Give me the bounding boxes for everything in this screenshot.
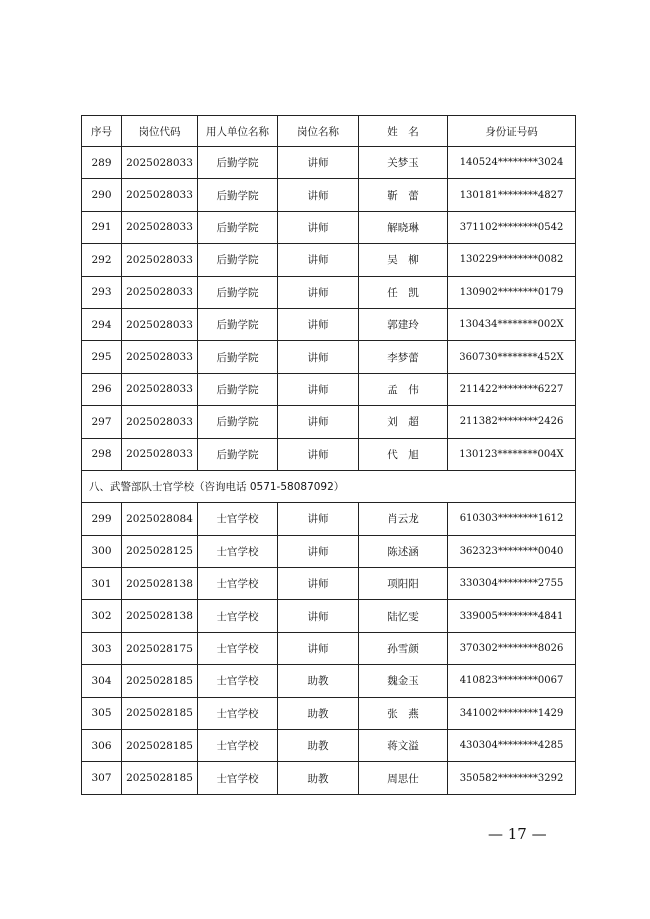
employer-cell: 后勤学院 xyxy=(198,147,278,179)
id-number-cell: 130434********002X xyxy=(448,308,576,340)
position-code-cell: 2025028125 xyxy=(122,535,198,567)
employer-cell: 后勤学院 xyxy=(198,308,278,340)
person-name-cell: 解晓琳 xyxy=(359,211,448,243)
person-name-cell: 关梦玉 xyxy=(359,147,448,179)
position-cell: 讲师 xyxy=(278,438,359,470)
id-number-cell: 339005********4841 xyxy=(448,600,576,632)
roster-table xyxy=(81,115,576,795)
position-cell: 讲师 xyxy=(278,179,359,211)
serial-number-cell: 306 xyxy=(82,730,122,762)
section-heading: 八、武警部队士官学校（咨询电话 0571-58087092） xyxy=(82,470,576,502)
serial-number-cell: 294 xyxy=(82,308,122,340)
id-number-cell: 341002********1429 xyxy=(448,697,576,729)
table-row xyxy=(82,730,576,762)
person-name-cell: 孟 伟 xyxy=(359,373,448,405)
serial-number-cell: 295 xyxy=(82,341,122,373)
id-number-cell: 130229********0082 xyxy=(448,244,576,276)
serial-number-cell: 299 xyxy=(82,503,122,535)
serial-number-cell: 307 xyxy=(82,762,122,794)
position-cell: 助教 xyxy=(278,697,359,729)
position-code-cell: 2025028084 xyxy=(122,503,198,535)
position-code-cell: 2025028033 xyxy=(122,276,198,308)
position-code-cell: 2025028033 xyxy=(122,147,198,179)
position-cell: 讲师 xyxy=(278,632,359,664)
employer-cell: 士官学校 xyxy=(198,632,278,664)
person-name-cell: 李梦蕾 xyxy=(359,341,448,373)
position-cell: 讲师 xyxy=(278,211,359,243)
table-row xyxy=(82,341,576,373)
person-name-cell: 肖云龙 xyxy=(359,503,448,535)
person-name-cell: 张 燕 xyxy=(359,697,448,729)
person-name-cell: 孙雪颜 xyxy=(359,632,448,664)
person-name-cell: 郭建玲 xyxy=(359,308,448,340)
id-number-cell: 430304********4285 xyxy=(448,730,576,762)
table-row xyxy=(82,697,576,729)
position-code-cell: 2025028033 xyxy=(122,179,198,211)
position-code-cell: 2025028185 xyxy=(122,697,198,729)
position-cell: 讲师 xyxy=(278,244,359,276)
serial-number-cell: 292 xyxy=(82,244,122,276)
table-header xyxy=(82,116,576,147)
employer-cell: 后勤学院 xyxy=(198,211,278,243)
table-row xyxy=(82,762,576,794)
employer-cell: 后勤学院 xyxy=(198,276,278,308)
person-name-cell: 项阳阳 xyxy=(359,568,448,600)
table-row xyxy=(82,535,576,567)
id-number-cell: 140524********3024 xyxy=(448,147,576,179)
id-number-cell: 211382********2426 xyxy=(448,406,576,438)
table-row xyxy=(82,568,576,600)
id-number-cell: 370302********8026 xyxy=(448,632,576,664)
table-row xyxy=(82,308,576,340)
header-person-name: 姓 名 xyxy=(359,116,448,147)
employer-cell: 士官学校 xyxy=(198,600,278,632)
person-name-cell: 蒋文溢 xyxy=(359,730,448,762)
serial-number-cell: 296 xyxy=(82,373,122,405)
table-row xyxy=(82,179,576,211)
serial-number-cell: 293 xyxy=(82,276,122,308)
position-code-cell: 2025028033 xyxy=(122,308,198,340)
person-name-cell: 周思仕 xyxy=(359,762,448,794)
table-row xyxy=(82,373,576,405)
header-employer-name: 用人单位名称 xyxy=(198,116,278,147)
id-number-cell: 130123********004X xyxy=(448,438,576,470)
serial-number-cell: 300 xyxy=(82,535,122,567)
header-position-name: 岗位名称 xyxy=(278,116,359,147)
position-code-cell: 2025028033 xyxy=(122,341,198,373)
serial-number-cell: 301 xyxy=(82,568,122,600)
table-row xyxy=(82,600,576,632)
employer-cell: 士官学校 xyxy=(198,730,278,762)
position-code-cell: 2025028185 xyxy=(122,730,198,762)
position-cell: 讲师 xyxy=(278,308,359,340)
person-name-cell: 任 凯 xyxy=(359,276,448,308)
table-row xyxy=(82,147,576,179)
person-name-cell: 陆忆雯 xyxy=(359,600,448,632)
id-number-cell: 350582********3292 xyxy=(448,762,576,794)
section-row xyxy=(82,470,576,502)
position-code-cell: 2025028138 xyxy=(122,600,198,632)
employer-cell: 士官学校 xyxy=(198,762,278,794)
id-number-cell: 410823********0067 xyxy=(448,665,576,697)
position-cell: 讲师 xyxy=(278,503,359,535)
position-code-cell: 2025028033 xyxy=(122,406,198,438)
table-row xyxy=(82,406,576,438)
person-name-cell: 吴 柳 xyxy=(359,244,448,276)
person-name-cell: 刘 超 xyxy=(359,406,448,438)
position-cell: 讲师 xyxy=(278,147,359,179)
position-cell: 讲师 xyxy=(278,568,359,600)
serial-number-cell: 304 xyxy=(82,665,122,697)
position-code-cell: 2025028138 xyxy=(122,568,198,600)
employer-cell: 后勤学院 xyxy=(198,244,278,276)
id-number-cell: 330304********2755 xyxy=(448,568,576,600)
table-row xyxy=(82,211,576,243)
table-row xyxy=(82,503,576,535)
position-cell: 助教 xyxy=(278,665,359,697)
employer-cell: 士官学校 xyxy=(198,697,278,729)
serial-number-cell: 290 xyxy=(82,179,122,211)
table-row xyxy=(82,665,576,697)
serial-number-cell: 302 xyxy=(82,600,122,632)
position-code-cell: 2025028033 xyxy=(122,373,198,405)
employer-cell: 后勤学院 xyxy=(198,341,278,373)
serial-number-cell: 291 xyxy=(82,211,122,243)
page-number: — 17 — xyxy=(488,825,547,843)
employer-cell: 后勤学院 xyxy=(198,373,278,405)
position-cell: 讲师 xyxy=(278,276,359,308)
header-id-number: 身份证号码 xyxy=(448,116,576,147)
employer-cell: 士官学校 xyxy=(198,568,278,600)
position-cell: 助教 xyxy=(278,762,359,794)
table-body xyxy=(82,147,576,795)
table-row xyxy=(82,632,576,664)
position-cell: 讲师 xyxy=(278,406,359,438)
person-name-cell: 代 旭 xyxy=(359,438,448,470)
table-row xyxy=(82,438,576,470)
id-number-cell: 130902********0179 xyxy=(448,276,576,308)
header-position-code: 岗位代码 xyxy=(122,116,198,147)
employer-cell: 后勤学院 xyxy=(198,406,278,438)
id-number-cell: 360730********452X xyxy=(448,341,576,373)
id-number-cell: 371102********0542 xyxy=(448,211,576,243)
position-code-cell: 2025028175 xyxy=(122,632,198,664)
person-name-cell: 魏金玉 xyxy=(359,665,448,697)
position-code-cell: 2025028033 xyxy=(122,244,198,276)
employer-cell: 士官学校 xyxy=(198,665,278,697)
serial-number-cell: 297 xyxy=(82,406,122,438)
serial-number-cell: 305 xyxy=(82,697,122,729)
employer-cell: 士官学校 xyxy=(198,535,278,567)
employer-cell: 后勤学院 xyxy=(198,438,278,470)
employer-cell: 士官学校 xyxy=(198,503,278,535)
position-cell: 助教 xyxy=(278,730,359,762)
position-code-cell: 2025028185 xyxy=(122,762,198,794)
header-serial-number: 序号 xyxy=(82,116,122,147)
table-row xyxy=(82,276,576,308)
serial-number-cell: 289 xyxy=(82,147,122,179)
serial-number-cell: 298 xyxy=(82,438,122,470)
id-number-cell: 610303********1612 xyxy=(448,503,576,535)
serial-number-cell: 303 xyxy=(82,632,122,664)
header-row xyxy=(82,116,576,147)
position-code-cell: 2025028033 xyxy=(122,211,198,243)
position-cell: 讲师 xyxy=(278,341,359,373)
id-number-cell: 130181********4827 xyxy=(448,179,576,211)
id-number-cell: 211422********6227 xyxy=(448,373,576,405)
position-cell: 讲师 xyxy=(278,600,359,632)
position-cell: 讲师 xyxy=(278,373,359,405)
position-code-cell: 2025028033 xyxy=(122,438,198,470)
person-name-cell: 靳 蕾 xyxy=(359,179,448,211)
employer-cell: 后勤学院 xyxy=(198,179,278,211)
id-number-cell: 362323********0040 xyxy=(448,535,576,567)
table-row xyxy=(82,244,576,276)
person-name-cell: 陈述涵 xyxy=(359,535,448,567)
position-code-cell: 2025028185 xyxy=(122,665,198,697)
position-cell: 讲师 xyxy=(278,535,359,567)
